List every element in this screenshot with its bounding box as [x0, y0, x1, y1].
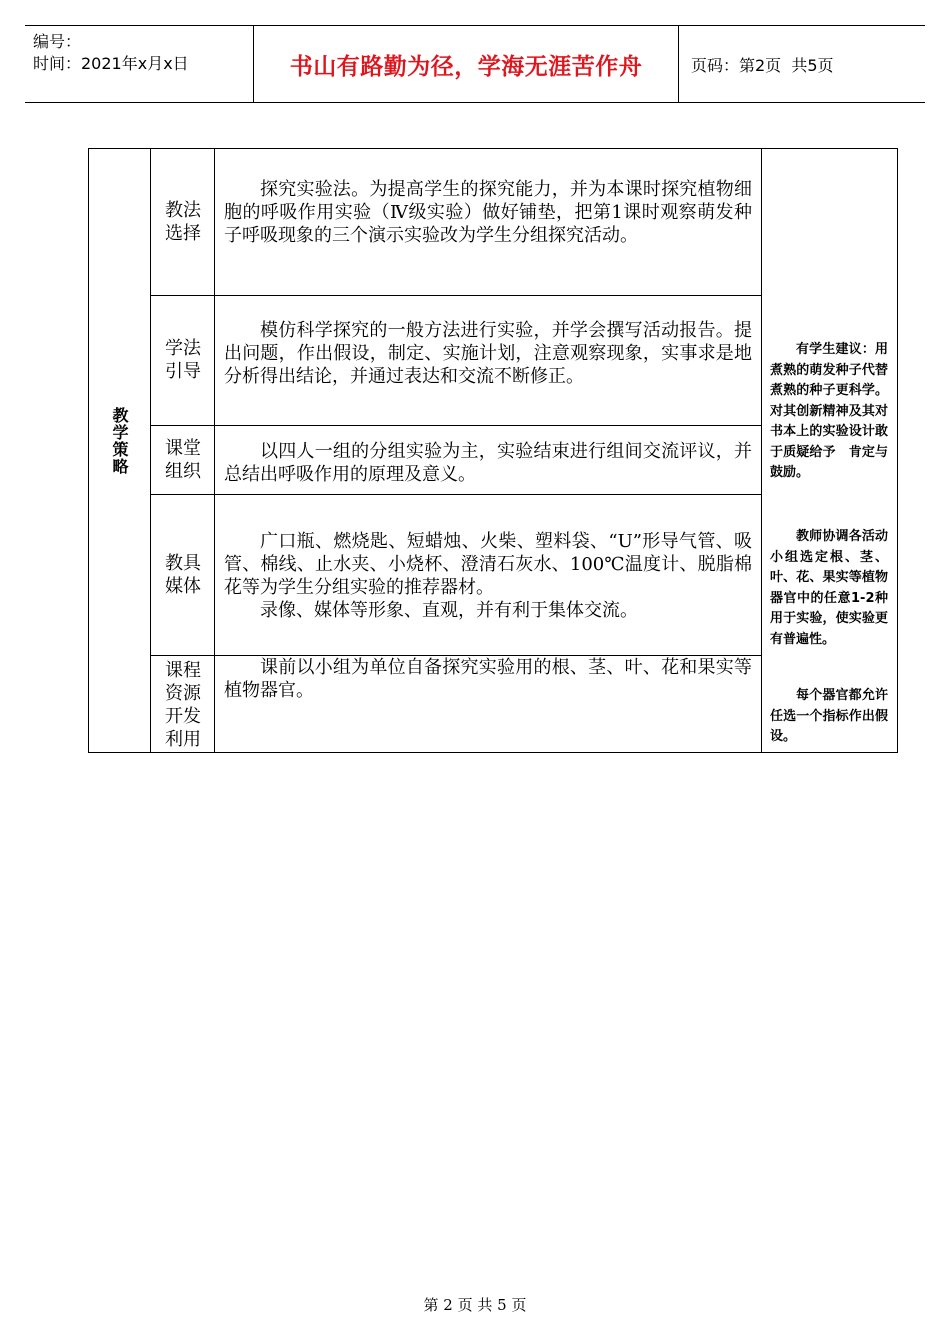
side-note [770, 527, 888, 650]
row-paragraph: 模仿科学探究的一般方法进行实验，并学会撰写活动报告。提出问题，作出假设，制定、实施计划，注意观察现象，实事求是地分析得出结论，并通过表达和交流不断修正。 [224, 320, 752, 387]
row-paragraph: 以四人一组的分组实验为主，实验结束进行组间交流评议，并总结出呼吸作用的原理及意义。 [224, 441, 752, 485]
side-note-paragraph: 有学生建议：用煮熟的萌发种子代替煮熟的种子更科学。对其创新精神及其对书本上的实验设计敢于质疑给予 肯定与鼓励。 [770, 342, 888, 480]
row-divider [150, 494, 761, 495]
row-content [224, 319, 752, 388]
row-paragraph: 录像、媒体等形象、直观，并有利于集体交流。 [260, 600, 638, 621]
table-divider [761, 149, 762, 752]
category-cell [89, 149, 150, 752]
header-page-label: 页码：第2页 共5页 [691, 55, 834, 75]
footer-page-number: 第 2 页 共 5 页 [423, 1296, 527, 1314]
row-label: 课程资源开发利用 [165, 659, 201, 750]
header-page-cell [679, 26, 925, 102]
category-label: 教学策略 [110, 406, 129, 475]
side-note [770, 340, 888, 484]
row-divider [150, 295, 761, 296]
row-content [224, 656, 752, 702]
row-label: 教具媒体 [165, 552, 201, 597]
row-content [224, 440, 752, 486]
row-divider [150, 425, 761, 426]
page-header [25, 25, 925, 103]
side-note-paragraph: 教师协调各活动小组选定根、茎、叶、花、果实等植物器官中的任意1-2种用于实验，使实验更有普遍性。 [770, 529, 888, 647]
side-note-paragraph: 每个器官都允许任选一个指标作出假设。 [770, 688, 888, 744]
row-label-cell [151, 149, 215, 295]
row-label-cell [151, 655, 215, 754]
header-motto: 书山有路勤为径，学海无涯苦作舟 [289, 53, 643, 80]
row-content [224, 178, 752, 247]
row-paragraph: 课前以小组为单位自备探究实验用的根、茎、叶、花和果实等植物器官。 [224, 657, 752, 701]
row-paragraph: 探究实验法。为提高学生的探究能力，并为本课时探究植物细胞的呼吸作用实验（Ⅳ级实验）做好铺垫，把第1课时观察萌发种子呼吸现象的三个演示实验改为学生分组探究活动。 [224, 179, 752, 246]
row-label-cell [151, 295, 215, 425]
header-motto-cell [254, 26, 679, 102]
teaching-strategy-table [88, 148, 898, 753]
document-number-label: 编号： [33, 32, 82, 51]
side-note [770, 686, 888, 748]
row-label: 学法引导 [165, 338, 201, 382]
page-footer [0, 1294, 950, 1315]
document-time-label: 时间：2021年x月x日 [33, 54, 189, 73]
row-label: 课堂组织 [165, 437, 201, 482]
row-label: 教法选择 [165, 200, 201, 244]
row-content [224, 530, 752, 622]
row-label-cell [151, 494, 215, 655]
row-paragraph: 广口瓶、燃烧匙、短蜡烛、火柴、塑料袋、“U”形导气管、吸管、棉线、止水夹、小烧杯、澄清石灰水、100℃温度计、脱脂棉花等为学生分组实验的推荐器材。 [224, 531, 752, 598]
row-label-cell [151, 425, 215, 494]
header-meta [25, 26, 254, 102]
